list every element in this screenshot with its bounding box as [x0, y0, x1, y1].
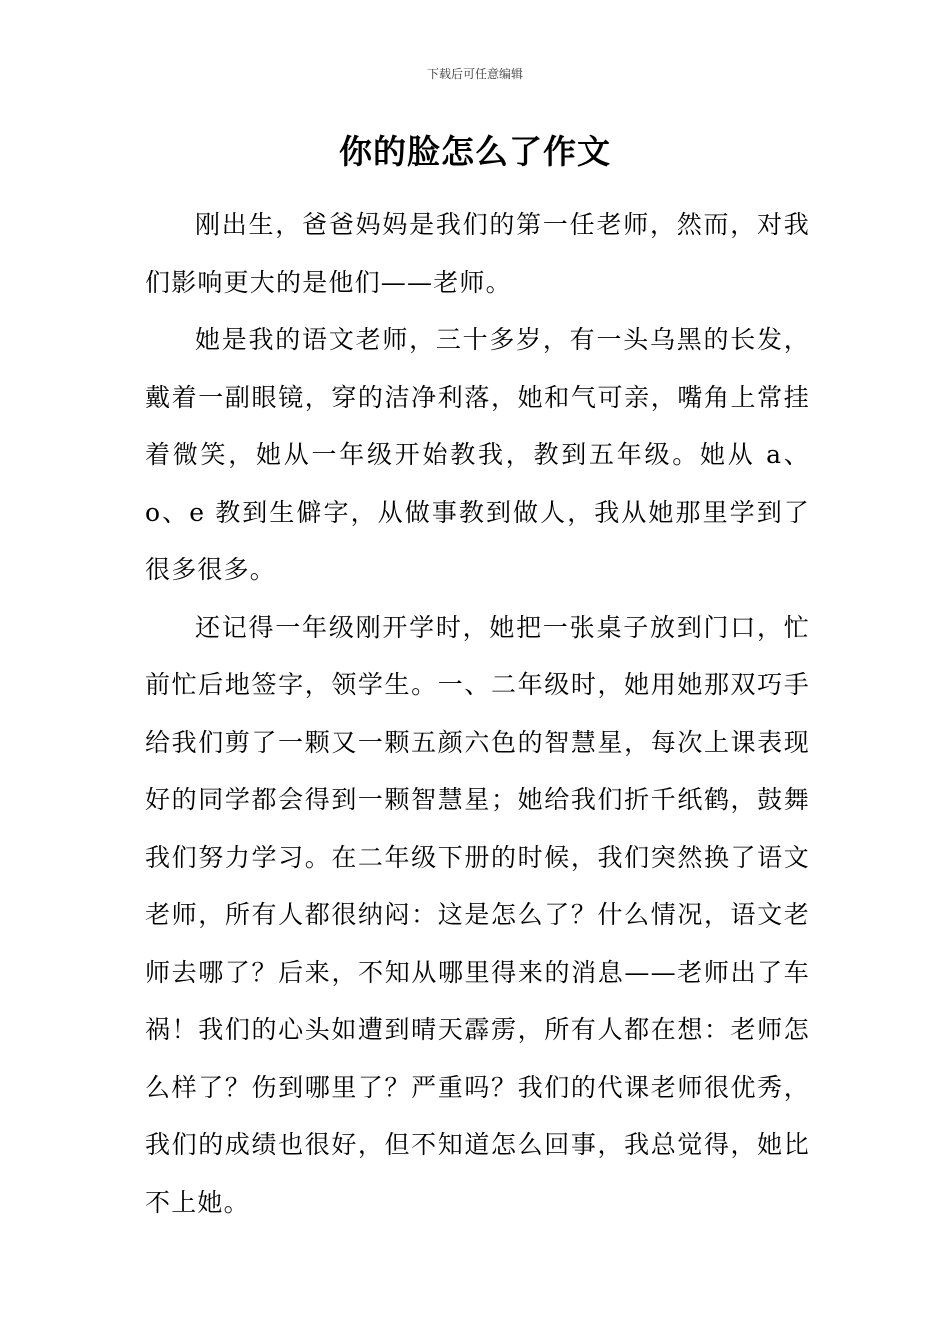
paragraph-2: 她是我的语文老师，三十多岁，有一头乌黑的长发，戴着一副眼镜，穿的洁净利落，她和气可亲，嘴角上常挂着微笑，她从一年级开始教我，教到五年级。她从 a、o、e 教到生僻字，从做事教到做人，我从她那里学到了很多很多。: [145, 325, 810, 584]
document-title: 你的脸怎么了作文: [339, 132, 611, 171]
document-body: [145, 196, 810, 1231]
paragraph-3: 还记得一年级刚开学时，她把一张桌子放到门口，忙前忙后地签字，领学生。一、二年级时，她用她那双巧手给我们剪了一颗又一颗五颜六色的智慧星，每次上课表现好的同学都会得到一颗智慧星；她给我们折千纸鹤，鼓舞我们努力学习。在二年级下册的时候，我们突然换了语文老师，所有人都很纳闷：这是怎么了？什么情况，语文老师去哪了？后来，不知从哪里得来的消息——老师出了车祸！我们的心头如遭到晴天霹雳，所有人都在想：老师怎么样了？伤到哪里了？严重吗？我们的代课老师很优秀，我们的成绩也很好，但不知道怎么回事，我总觉得，她比不上她。: [145, 612, 810, 1217]
header-note: 下载后可任意编辑: [426, 67, 523, 81]
paragraph-1: 刚出生，爸爸妈妈是我们的第一任老师，然而，对我们影响更大的是他们——老师。: [145, 210, 810, 297]
